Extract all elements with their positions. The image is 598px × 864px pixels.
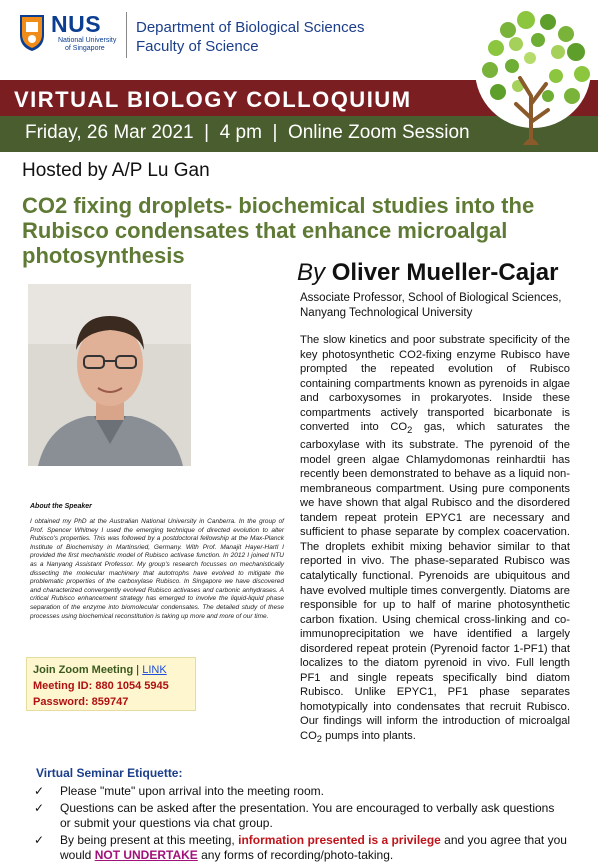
event-date-time: Friday, 26 Mar 2021 | 4 pm | Online Zoom Session bbox=[25, 122, 470, 143]
faculty-name: Faculty of Science bbox=[136, 38, 259, 55]
zoom-separator: | bbox=[133, 664, 143, 676]
zoom-meeting-id: Meeting ID: 880 1054 5945 bbox=[33, 680, 169, 692]
speaker-affiliation-2: Nanyang Technological University bbox=[300, 307, 473, 319]
speaker-affiliation-1: Associate Professor, School of Biological Sciences, bbox=[300, 292, 562, 304]
tree-illustration-icon bbox=[468, 0, 598, 160]
abstract-sub-2: 2 bbox=[316, 734, 322, 745]
colloquium-banner-text: VIRTUAL BIOLOGY COLLOQUIUM bbox=[14, 87, 412, 112]
check-icon: ✓ bbox=[34, 784, 45, 798]
not-undertake-highlight: NOT UNDERTAKE bbox=[94, 848, 198, 862]
abstract-part-1: The slow kinetics and poor substrate specificity of the key photosynthetic CO2-fixing enzyme Rubisco have prompted the repeated evolution of Rubisco containing compartments known as pyrenoids in algae and carboxysomes in prokaryotes. Inside these compartments actively transported bicarbonate is converted into CO bbox=[300, 334, 570, 434]
etiquette-item-3-pre: By being present at this meeting, bbox=[60, 833, 239, 847]
speaker-name: Oliver Mueller-Cajar bbox=[331, 259, 559, 286]
zoom-join-label: Join Zoom Meeting bbox=[33, 664, 134, 676]
etiquette-item-4-pre: would bbox=[60, 848, 95, 862]
etiquette-item-1: Please "mute" upon arrival into the meeting room. bbox=[60, 784, 324, 798]
header-divider bbox=[126, 12, 127, 58]
check-icon: ✓ bbox=[34, 801, 45, 815]
etiquette-item-3 bbox=[60, 833, 580, 848]
abstract-part-3: pumps into plants. bbox=[321, 730, 416, 742]
talk-title bbox=[22, 193, 582, 268]
nus-logo-subtitle-1: National University bbox=[58, 37, 117, 44]
etiquette-item-2b: or submit your questions via chat group. bbox=[60, 816, 273, 830]
privilege-highlight: information presented is a privilege bbox=[238, 833, 441, 847]
etiquette-item-3-post: and you agree that you bbox=[440, 833, 567, 847]
about-speaker-text: I obtained my PhD at the Australian National University in Canberra. In the group of Prof. Spencer Whitney I used the emerging technique of directed evolution to alter Rubisco's properties. This was followed by a postdoctoral fellowship at the Max-Planck Institute of Biochemistry in Martinsried, Germany. With Prof. Manajit Hayer-Hartl I provided the first mechanistic model of Rubisco activase function. In 2012 I joined NTU as a Nanyang Assistant Professor. My group's research focusses on mechanistically dissecting the molecular machinery that autotrophs have evolved to mitigate the problematic properties of the carboxylase Rubisco. In Singapore we have discovered and characterized convergently evolved Rubisco activases and carbonic anhydrases. A critical Rubisco enhancement strategy has emerged to involve the liquid-liquid phase separation of the enzyme into biomolecular condensates. The detailed study of these processes using biochemical reconstitution is taking up more and more of our time. bbox=[30, 518, 284, 620]
speaker-name-line bbox=[297, 259, 558, 287]
etiquette-item-2a: Questions can be asked after the presentation. You are encouraged to verbally ask questions bbox=[60, 801, 555, 815]
zoom-join-line bbox=[33, 662, 189, 678]
etiquette-item-4-post: any forms of recording/photo-taking. bbox=[197, 848, 394, 862]
abstract-text bbox=[300, 333, 570, 747]
zoom-password: Password: 859747 bbox=[33, 696, 129, 708]
about-speaker-heading: About the Speaker bbox=[30, 503, 92, 510]
nus-logo-subtitle-2: of Singapore bbox=[65, 45, 105, 52]
talk-title-line-3: photosynthesis bbox=[22, 243, 185, 268]
speaker-photo bbox=[28, 284, 191, 466]
abstract-part-2: gas, which saturates the carboxylase with its substrate. The pyrenoid of the model green algae Chlamydomonas reinhardtii has recently been demonstrated to behave as a liquid non-membraneous compartment. Using pure components we have shown that algal Rubisco and the disordered tandem repeat protein EPYC1 are necessary and sufficient to phase separate by complex coacervation. The droplets exhibit mixing behavior similar to that reported in vivo. The phase-separated Rubisco was catalytically functional. Pyrenoids are ubiquitous and have evolved multiple times convergently. Diatoms are responsible for up to half of marine photosynthetic carbon fixation. Using chemical cross-linking and co-immunoprecipitation we have identified a largely disordered repeat protein (Pyrenoid factor 1-PF1) that localizes to the diatom pyrenoid in vivo. Full length PF1 and single repeats specifically bind diatom Rubisco. Unlike EPYC1, PF1 phase separates homotypically into condensates that recruit Rubisco. Our findings will inform the introduction of microalgal CO bbox=[300, 421, 570, 742]
zoom-link[interactable]: LINK bbox=[142, 664, 167, 676]
host-line: Hosted by A/P Lu Gan bbox=[22, 160, 210, 181]
speaker-by-label: By bbox=[297, 259, 326, 286]
etiquette-heading: Virtual Seminar Etiquette: bbox=[36, 766, 183, 780]
department-name: Department of Biological Sciences bbox=[136, 19, 365, 36]
nus-crest-icon bbox=[18, 13, 46, 53]
zoom-info-box bbox=[26, 657, 196, 711]
talk-title-line-2: Rubisco condensates that enhance microalgal bbox=[22, 218, 508, 243]
check-icon: ✓ bbox=[34, 833, 45, 847]
nus-logo-word: NUS bbox=[51, 11, 102, 37]
etiquette-item-3-cont bbox=[60, 848, 580, 863]
talk-title-line-1: CO2 fixing droplets- biochemical studies into the bbox=[22, 193, 535, 218]
abstract-sub-1: 2 bbox=[407, 425, 413, 436]
